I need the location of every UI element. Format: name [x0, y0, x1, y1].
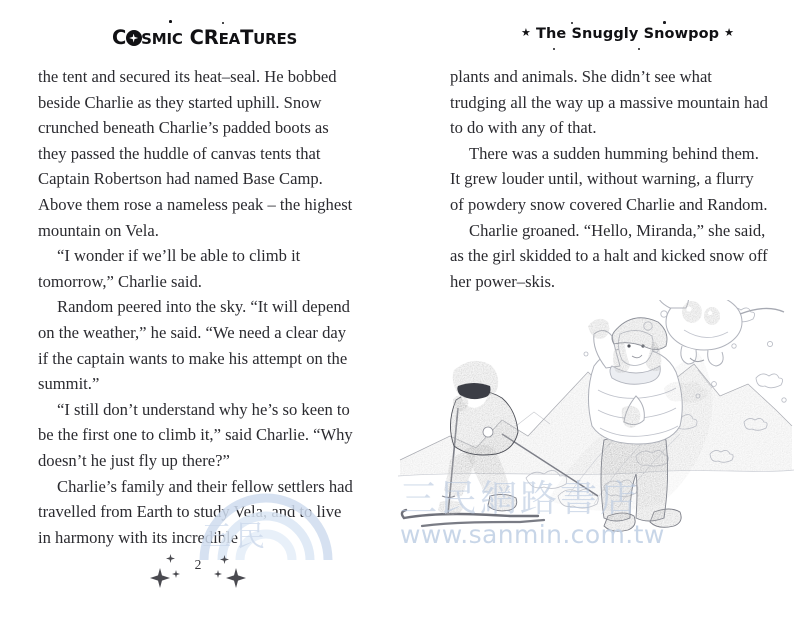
paragraph: Random peered into the sky. “It will depend on the weather,” he said. “We need a clear day if the captain wants to make his attempt on the summit.” [38, 297, 350, 394]
folio-star-icon [166, 554, 175, 563]
header-speck-icon [638, 48, 640, 50]
watermark-cjk-small: 三民 [202, 519, 271, 553]
paragraph: “I still don’t understand why he’s so keen to be the first one to climb it,” said Charlie. “Why doesn’t he just fly up there?” [38, 399, 353, 470]
series-title-ea: EA [218, 30, 241, 48]
series-title-cr: CR [189, 26, 219, 49]
series-title-smic: SMIC [141, 30, 183, 48]
folio-star-icon [214, 570, 222, 578]
paragraph: There was a sudden humming behind them. It grew louder until, without warning, a flurry of powdery snow covered Charlie and Random. [450, 143, 768, 214]
header-speck-icon [663, 21, 666, 24]
running-head-chapter-title [516, 26, 739, 42]
folio-star-icon [172, 570, 180, 578]
page-number: 2 [194, 557, 202, 572]
star-in-o-icon [126, 30, 142, 46]
page-folio [146, 554, 250, 596]
folio-star-icon [150, 568, 170, 588]
right-text-column [450, 64, 768, 294]
title-speck-icon [222, 22, 224, 24]
chapter-illustration [398, 300, 794, 568]
left-text-column [38, 64, 356, 550]
paragraph: Charlie groaned. “Hello, Miranda,” she said, as the girl skidded to a halt and kicked snow off her power–skis. [450, 220, 768, 291]
watermark-url: www.sanmin.com.tw [400, 520, 665, 549]
floating-creature-figure [656, 300, 784, 366]
paragraph: plants and animals. She didn’t see what trudging all the way up a massive mountain had to do with any of that. [450, 67, 768, 138]
series-title-ur: UR [253, 30, 277, 48]
folio-star-icon [220, 555, 229, 564]
header-speck-icon [571, 22, 573, 24]
paragraph: “I wonder if we’ll be able to climb it tomorrow,” Charlie said. [38, 246, 301, 291]
running-head-series-title [112, 26, 297, 49]
header-speck-icon [553, 48, 555, 50]
snow-scene-drawing [398, 300, 794, 568]
folio-star-icon [226, 568, 246, 588]
watermark-cjk-large: 三民網路書店 [400, 477, 640, 520]
star-bullet-left-icon: ★ [521, 26, 531, 39]
series-title-t: T [240, 26, 254, 49]
chapter-title-text: The Snuggly Snowpop [535, 26, 720, 42]
series-title-letter-c: C [112, 26, 127, 49]
title-speck-icon [169, 20, 172, 23]
star-bullet-right-icon: ★ [724, 26, 735, 39]
paragraph: the tent and secured its heat–seal. He bobbed beside Charlie as they started uphill. Snow crunched beneath Charlie’s padded boots as they passed the huddle of canvas tents that Captain Robertson had named Base Camp. Above them rose a nameless peak – the highest mountain on Vela. [38, 67, 353, 240]
series-title-es: ES [276, 30, 298, 48]
paragraph: Charlie’s family and their fellow settlers had travelled from Earth to study Vela, and to live in harmony with its incredible [38, 476, 353, 547]
